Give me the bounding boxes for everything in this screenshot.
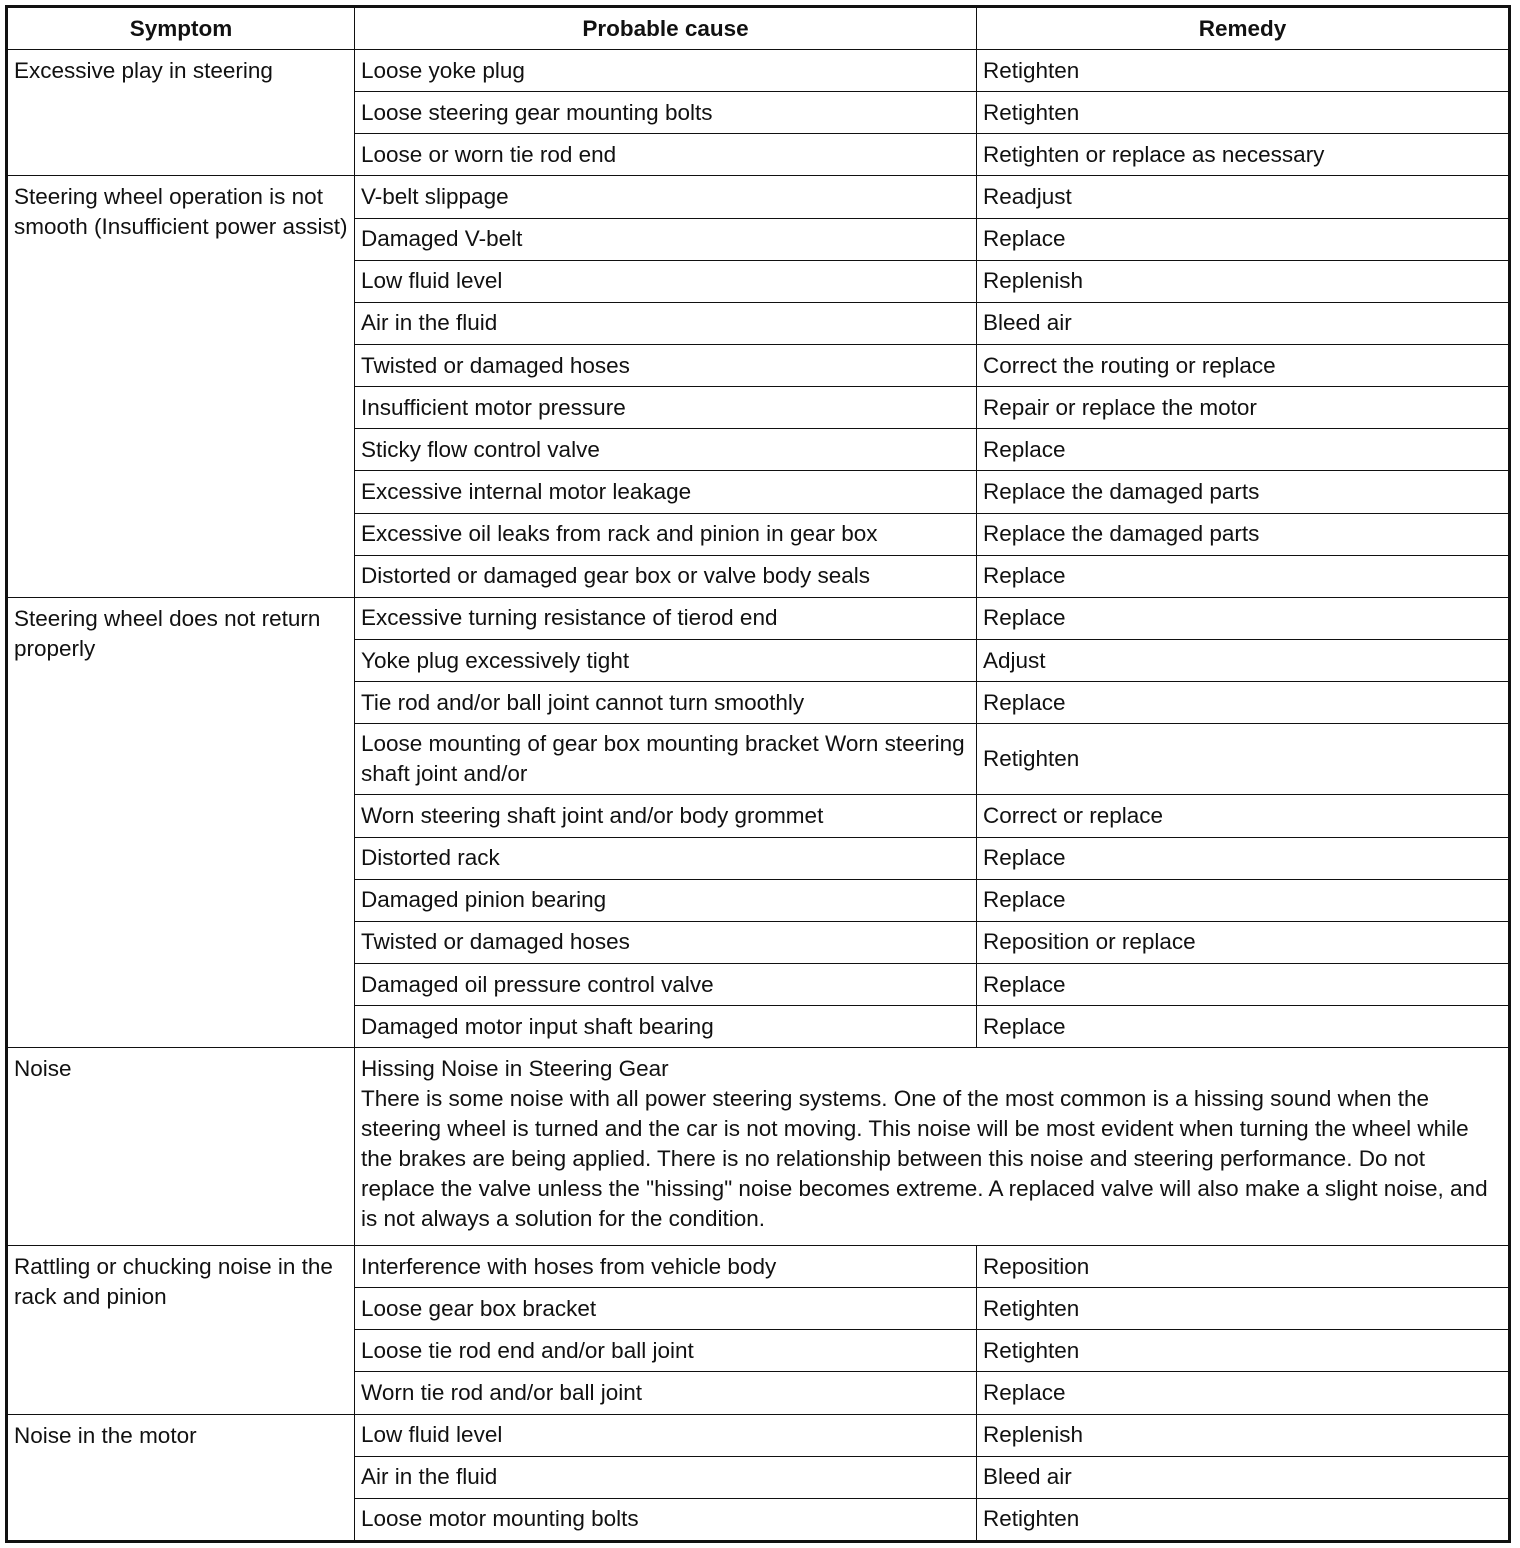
cause-cell: Low fluid level [355,1414,977,1456]
cause-cell: V-belt slippage [355,176,977,218]
cause-cell: Distorted or damaged gear box or valve body seals [355,555,977,597]
remedy-cell: Adjust [977,639,1510,681]
cause-cell: Distorted rack [355,837,977,879]
troubleshooting-table [5,5,1511,1543]
cause-cell: Twisted or damaged hoses [355,344,977,386]
table-row [7,1414,1510,1456]
symptom-cell: Rattling or chucking noise in the rack and pinion [7,1245,355,1414]
remedy-cell: Repair or replace the motor [977,387,1510,429]
cause-header: Probable cause [355,7,977,50]
remedy-cell: Replace [977,837,1510,879]
remedy-cell: Correct the routing or replace [977,344,1510,386]
remedy-cell: Reposition or replace [977,921,1510,963]
cause-cell: Yoke plug excessively tight [355,639,977,681]
symptom-cell: Steering wheel does not return properly [7,597,355,1048]
remedy-cell: Replace [977,682,1510,724]
remedy-cell: Retighten [977,1330,1510,1372]
remedy-cell: Replace [977,218,1510,260]
remedy-cell: Retighten [977,724,1510,795]
note-text: There is some noise with all power steering systems. One of the most common is a hissing sound when the steering wheel is turned and the car is not moving. This noise will be most evident when turning the wheel while the brakes are being applied. There is no relationship between this noise and steering performance. Do not replace the valve unless the "hissing" noise becomes extreme. A replaced valve will also make a slight noise, and is not always a solution for the condition. [361,1086,1488,1232]
symptom-header: Symptom [7,7,355,50]
table-row [7,176,1510,218]
cause-cell: Loose tie rod end and/or ball joint [355,1330,977,1372]
remedy-cell: Replace the damaged parts [977,471,1510,513]
cause-cell: Loose steering gear mounting bolts [355,92,977,134]
cause-cell: Air in the fluid [355,1456,977,1498]
cause-cell: Loose or worn tie rod end [355,134,977,176]
remedy-cell: Replace [977,1372,1510,1414]
cause-cell: Loose motor mounting bolts [355,1498,977,1541]
symptom-cell: Excessive play in steering [7,50,355,176]
table-row [7,50,1510,92]
cause-cell: Damaged oil pressure control valve [355,964,977,1006]
cause-cell: Loose mounting of gear box mounting bracket Worn steering shaft joint and/or [355,724,977,795]
cause-cell: Damaged V-belt [355,218,977,260]
remedy-cell: Reposition [977,1245,1510,1287]
table-row [7,1245,1510,1287]
remedy-cell: Correct or replace [977,795,1510,837]
remedy-cell: Replace [977,964,1510,1006]
remedy-cell: Replace [977,429,1510,471]
cause-cell: Loose yoke plug [355,50,977,92]
cause-cell: Excessive turning resistance of tierod end [355,597,977,639]
cause-cell: Air in the fluid [355,302,977,344]
header-row [7,7,1510,50]
remedy-cell: Replace the damaged parts [977,513,1510,555]
cause-cell: Worn tie rod and/or ball joint [355,1372,977,1414]
remedy-cell: Replenish [977,260,1510,302]
remedy-cell: Retighten [977,1288,1510,1330]
remedy-cell: Retighten [977,50,1510,92]
cause-cell: Twisted or damaged hoses [355,921,977,963]
remedy-cell: Replenish [977,1414,1510,1456]
note-title: Hissing Noise in Steering Gear [361,1056,669,1082]
cause-cell: Damaged pinion bearing [355,879,977,921]
table-row [7,597,1510,639]
symptom-cell: Noise [7,1048,355,1246]
remedy-cell: Replace [977,1006,1510,1048]
cause-cell: Excessive oil leaks from rack and pinion in gear box [355,513,977,555]
cause-cell: Interference with hoses from vehicle body [355,1245,977,1287]
table-row [7,1048,1510,1246]
remedy-cell: Replace [977,879,1510,921]
cause-cell: Loose gear box bracket [355,1288,977,1330]
remedy-cell: Retighten or replace as necessary [977,134,1510,176]
remedy-cell: Replace [977,555,1510,597]
cause-cell: Low fluid level [355,260,977,302]
cause-cell: Excessive internal motor leakage [355,471,977,513]
symptom-cell: Noise in the motor [7,1414,355,1541]
cause-cell: Damaged motor input shaft bearing [355,1006,977,1048]
remedy-cell: Retighten [977,92,1510,134]
symptom-cell: Steering wheel operation is not smooth (Insufficient power assist) [7,176,355,597]
remedy-cell: Bleed air [977,302,1510,344]
remedy-cell: Replace [977,597,1510,639]
cause-cell: Worn steering shaft joint and/or body grommet [355,795,977,837]
remedy-cell: Retighten [977,1498,1510,1541]
cause-cell: Tie rod and/or ball joint cannot turn smoothly [355,682,977,724]
remedy-cell: Bleed air [977,1456,1510,1498]
cause-cell: Sticky flow control valve [355,429,977,471]
remedy-header: Remedy [977,7,1510,50]
note-cell [355,1048,1510,1246]
remedy-cell: Readjust [977,176,1510,218]
cause-cell: Insufficient motor pressure [355,387,977,429]
